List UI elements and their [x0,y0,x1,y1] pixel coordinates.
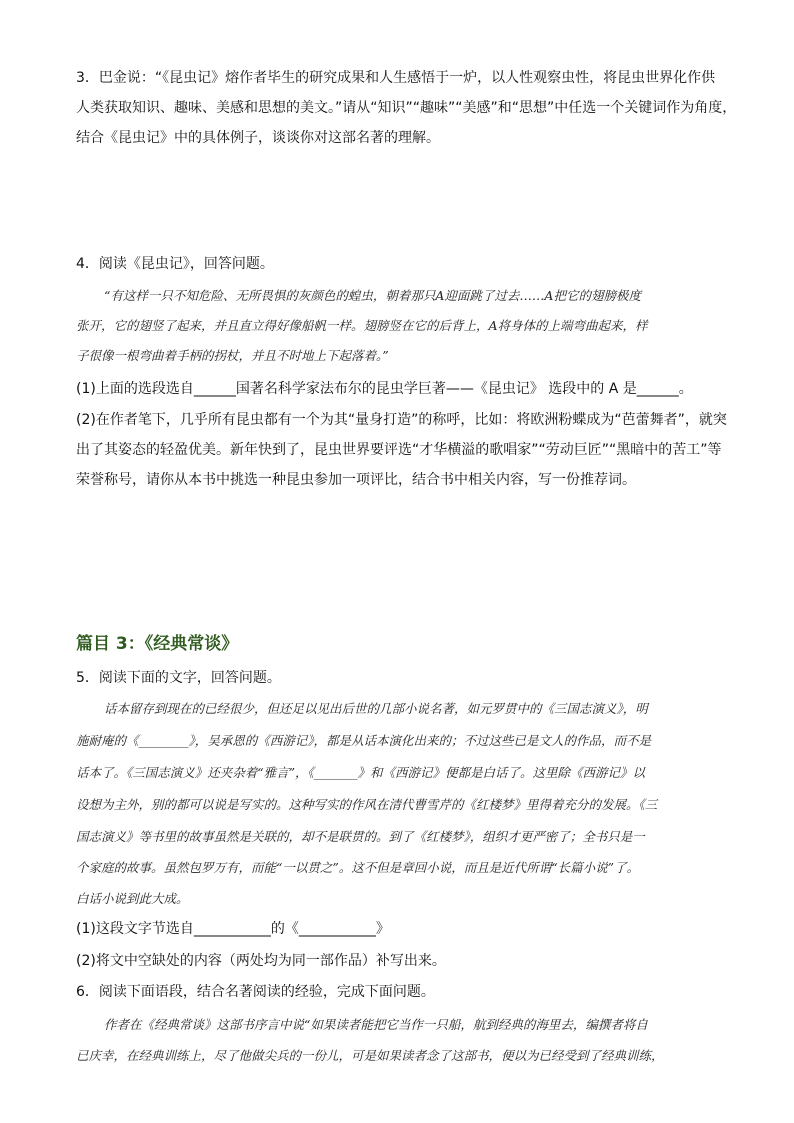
q5-passage-line-6: 个家庭的故事。虽然包罗万有，而能“一以贯之”。这不但是章回小说，而且是近代所谓“长篇小说”了。 [76,860,640,875]
q4-subquestion-2-line-1: (2)在作者笔下，几乎所有昆虫都有一个为其“量身打造”的称呼，比如：将欧洲粉蝶成为“芭蕾舞者”，就突 [76,412,727,428]
q6-passage-line-1: 作者在《经典常谈》这部书序言中说“如果读者能把它当作一只船，航到经典的海里去，编撰者将自 [104,1017,648,1032]
q4-passage-line-3: 子很像一根弯曲着手柄的拐杖，并且不时地上下起落着。” [76,348,389,363]
q5-subquestion-1: (1)这段文字节选自___________的《___________》 [76,921,390,937]
q3-line-3: 结合《昆虫记》中的具体例子，谈谈你对这部名著的理解。 [76,130,440,146]
q4-passage-line-1: “有这样一只不知危险、无所畏惧的灰颜色的蝗虫，朝着那只A迎面跳了过去……A把它的翅膀极度 [104,288,641,303]
q4-subquestion-1: (1)上面的选段选自______国著名科学家法布尔的昆虫学巨著——《昆虫记》 选段中的 A 是______。 [76,381,693,397]
q5-passage-line-4: 设想为主外，别的都可以说是写实的。这种写实的作风在清代曹雪芹的《红楼梦》里得着充分的发展。《三 [76,797,658,812]
q5-passage-line-5: 国志演义》等书里的故事虽然是关联的，却不是联贯的。到了《红楼梦》，组织才更严密了；全书只是一 [76,829,645,844]
q5-title: 5．阅读下面的文字，回答问题。 [76,670,281,686]
section-3-heading: 篇目 3：《经典常谈》 [76,634,239,654]
q3-line-1: 3．巴金说：“《昆虫记》熔作者毕生的研究成果和人生感悟于一炉，以人性观察虫性，将昆虫世界化作供 [76,70,716,86]
q5-passage-line-2: 施耐庵的《________》，吴承恩的《西游记》，都是从话本演化出来的；不过这些已是文人的作品，而不是 [76,733,652,748]
q3-line-2: 人类获取知识、趣味、美感和思想的美文。”请从“知识”“趣味”“美感”和“思想”中任选一个关键词作为角度， [76,100,737,116]
q6-passage-line-2: 已庆幸，在经典训练上，尽了他做尖兵的一份儿，可是如果读者念了这部书，便以为已经受到了经典训练， [76,1048,664,1063]
q5-subquestion-2: (2)将文中空缺处的内容（两处均为同一部作品）补写出来。 [76,953,446,969]
q5-passage-line-7: 白话小说到此大成。 [76,891,189,906]
q4-subquestion-2-line-3: 荣誉称号，请你从本书中挑选一种昆虫参加一项评比，结合书中相关内容，写一份推荐词。 [76,472,636,488]
q4-passage-line-2: 张开，它的翅竖了起来，并且直立得好像船帆一样。翅膀竖在它的后背上，A将身体的上端弯曲起来，样 [76,318,648,333]
q6-title: 6．阅读下面语段，结合名著阅读的经验，完成下面问题。 [76,984,435,1000]
q4-title: 4．阅读《昆虫记》，回答问题。 [76,256,274,272]
q5-passage-line-1: 话本留存到现在的已经很少，但还足以见出后世的几部小说名著，如元罗贯中的《三国志演义》，明 [104,701,648,716]
q5-passage-line-3: 话本了。《三国志演义》还夹杂着“雅言”，《_______》和《西游记》便都是白话了。这里除《西游记》以 [76,765,646,780]
q4-subquestion-2-line-2: 出了其姿态的轻盈优美。新年快到了，昆虫世界要评选“才华横溢的歌唱家”“劳动巨匠”“黑暗中的苦工”等 [76,442,722,458]
